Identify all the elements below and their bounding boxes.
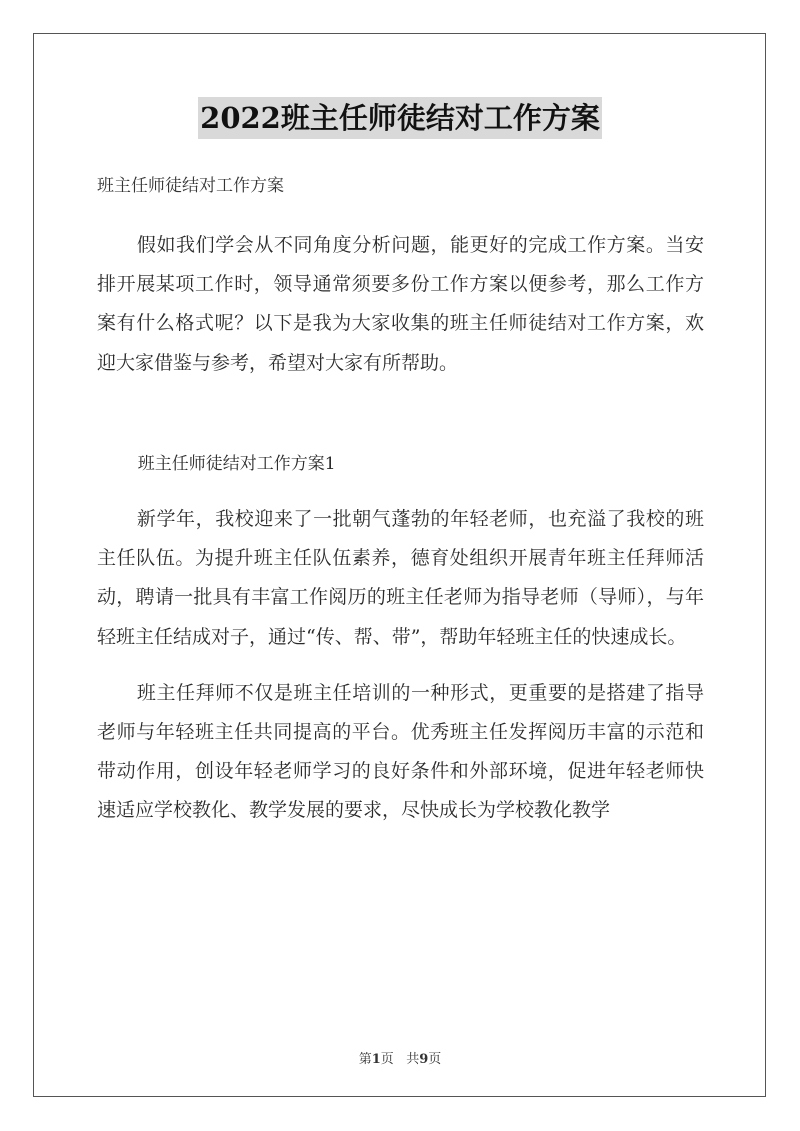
section-paragraph: 班主任拜师不仅是班主任培训的一种形式，更重要的是搭建了指导老师与年轻班主任共同提高的平台。优秀班主任发挥阅历丰富的示范和带动作用，创设年轻老师学习的良好条件和外部环境，促进年轻老师快速适应学校教化、教学发展的要求，尽快成长为学校教化教学 [97,681,704,822]
document-subtitle: 班主任师徒结对工作方案 [97,176,284,196]
footer-page-prefix: 第 [358,1052,372,1067]
page-footer [0,1048,800,1067]
section-paragraph: 新学年，我校迎来了一批朝气蓬勃的年轻老师，也充溢了我校的班主任队伍。为提升班主任队伍素养，德育处组织开展青年班主任拜师活动，聘请一批具有丰富工作阅历的班主任老师为指导老师（导师），与年轻班主任结成对子，通过“传、帮、带”，帮助年轻班主任的快速成长。 [97,508,704,648]
footer-page-suffix: 页 [380,1052,394,1067]
footer-total-suffix: 页 [428,1052,442,1067]
section-heading: 班主任师徒结对工作方案1 [137,453,336,474]
footer-total-pages: 9 [419,1052,429,1067]
intro-paragraph: 假如我们学会从不同角度分析问题，能更好的完成工作方案。当安排开展某项工作时，领导通常须要多份工作方案以便参考，那么工作方案有什么格式呢？以下是我为大家收集的班主任师徒结对工作方案，欢迎大家借鉴与参考，希望对大家有所帮助。 [97,234,704,374]
title-container [0,97,800,139]
document-body [97,226,704,848]
footer-page-number: 1 [371,1052,381,1067]
document-title: 2022班主任师徒结对工作方案 [198,97,602,139]
footer-total-prefix: 共 [406,1052,420,1067]
